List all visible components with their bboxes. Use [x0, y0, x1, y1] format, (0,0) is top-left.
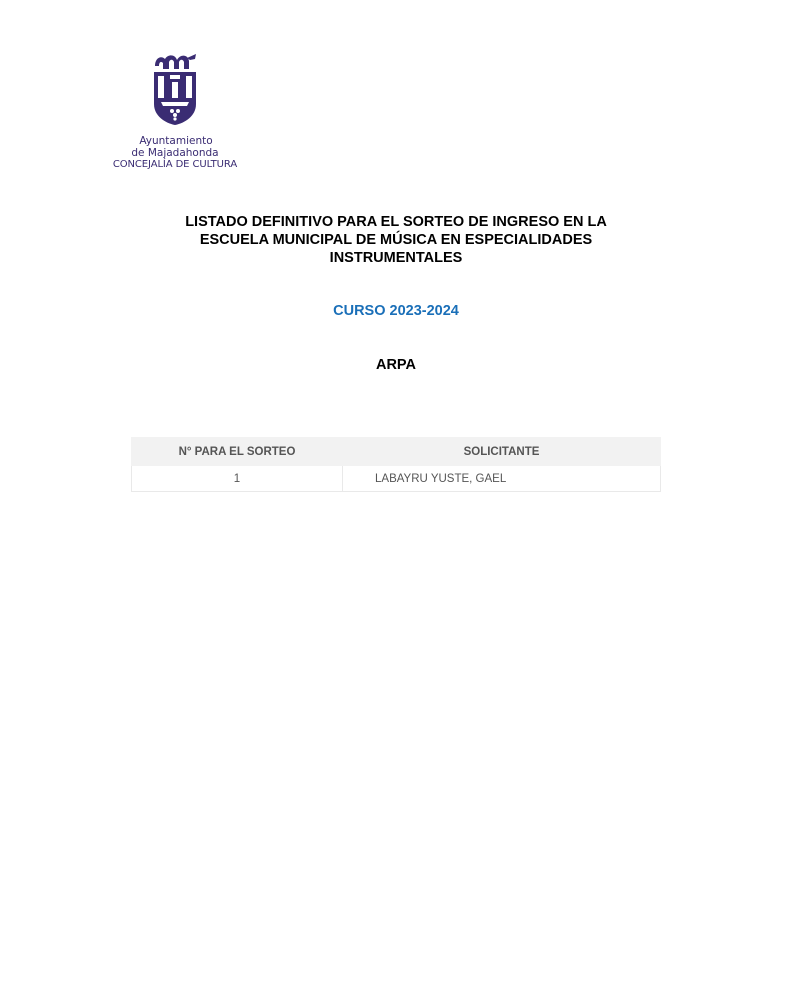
applicant-cell: LABAYRU YUSTE, GAEL	[343, 466, 661, 492]
logo-line-2: de Majadahonda	[131, 147, 219, 159]
draw-number-cell: 1	[132, 466, 343, 492]
course-label: CURSO 2023-2024	[333, 303, 459, 319]
specialty-label: ARPA	[375, 357, 416, 373]
document-title: LISTADO DEFINITIVO PARA EL SORTEO DE INGRESO EN LA ESCUELA MUNICIPAL DE MÚSICA EN ESPECIALIDADES INSTRUMENTALES	[185, 214, 607, 266]
table-row	[132, 466, 661, 492]
logo-caption	[108, 135, 242, 171]
logo-line-3: CONCEJALÍA DE CULTURA	[112, 159, 238, 170]
draw-list-table	[131, 437, 661, 492]
column-header-draw-number: N° PARA EL SORTEO	[132, 438, 343, 466]
table-header-row	[132, 438, 661, 466]
column-header-applicant: SOLICITANTE	[343, 438, 661, 466]
coat-of-arms-icon	[149, 52, 201, 126]
logo-line-1: Ayuntamiento	[139, 135, 213, 147]
